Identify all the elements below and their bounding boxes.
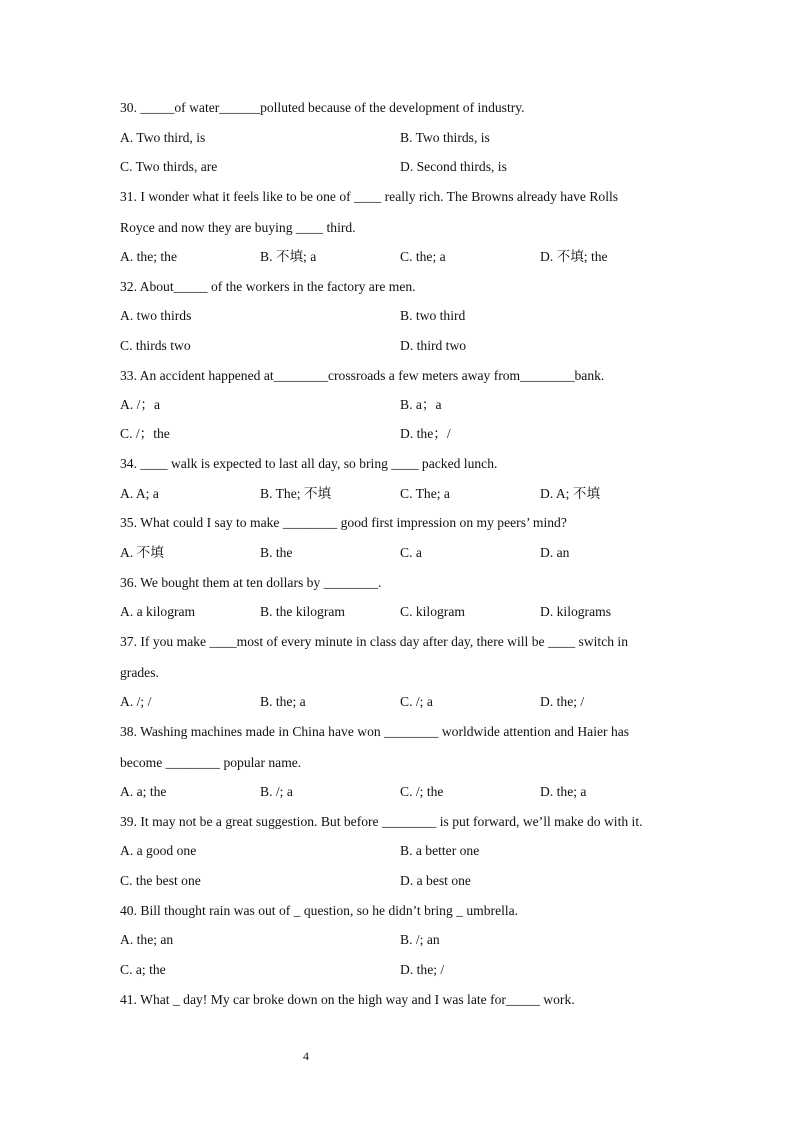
question-40-stem: 40. Bill thought rain was out of _ question, so he didn’t bring _ umbrella.	[120, 903, 519, 918]
option-c: C. The; a	[400, 486, 450, 501]
question-36-options	[120, 603, 680, 621]
option-b: B. a；a	[400, 397, 442, 412]
question-39-stem: 39. It may not be a great suggestion. But before ________ is put forward, we’ll make do with it.	[120, 814, 643, 829]
question-39-options	[120, 842, 680, 860]
option-b: B. Two thirds, is	[400, 130, 490, 145]
question-40-options	[120, 931, 680, 949]
option-a: A. a; the	[120, 784, 167, 799]
question-35-options	[120, 544, 680, 562]
option-b: B. the; a	[260, 694, 306, 709]
option-c: C. the best one	[120, 873, 201, 888]
question-34-options	[120, 485, 680, 503]
option-b: B. /; an	[400, 932, 440, 947]
question-41-stem: 41. What _ day! My car broke down on the high way and I was late for_____ work.	[120, 992, 575, 1007]
option-d: D. the; /	[400, 962, 445, 977]
option-d: D. the; /	[540, 694, 585, 709]
option-b: B. a better one	[400, 843, 480, 858]
option-c: C. Two thirds, are	[120, 159, 218, 174]
question-37-stem: 37. If you make ____most of every minute in class day after day, there will be ____ switch in	[120, 634, 628, 649]
option-a: A. Two third, is	[120, 130, 206, 145]
option-b: B. two third	[400, 308, 466, 323]
option-b: B. The; 不填	[260, 486, 332, 501]
option-a: A. 不填	[120, 545, 164, 560]
question-30-stem: 30. _____of water______polluted because of the development of industry.	[120, 100, 525, 115]
option-b: B. the	[260, 545, 293, 560]
option-d: D. an	[540, 545, 570, 560]
question-32-options	[120, 307, 680, 325]
option-c: C. kilogram	[400, 604, 465, 619]
option-a: A. two thirds	[120, 308, 192, 323]
option-d: D. the；/	[400, 426, 451, 441]
option-d: D. the; a	[540, 784, 587, 799]
question-34-stem: 34. ____ walk is expected to last all day, so bring ____ packed lunch.	[120, 456, 498, 471]
question-31-stem: 31. I wonder what it feels like to be one of ____ really rich. The Browns already have Rolls	[120, 189, 619, 204]
question-36-stem: 36. We bought them at ten dollars by ________.	[120, 575, 382, 590]
option-a: A. A; a	[120, 486, 159, 501]
option-a: A. the; an	[120, 932, 174, 947]
option-c: C. the; a	[400, 249, 446, 264]
question-35-stem: 35. What could I say to make ________ good first impression on my peers’ mind?	[120, 515, 567, 530]
question-37-options	[120, 693, 680, 711]
question-38-stem-cont: become ________ popular name.	[120, 755, 302, 770]
option-a: A. /; /	[120, 694, 152, 709]
question-32-stem: 32. About_____ of the workers in the factory are men.	[120, 279, 416, 294]
option-d: D. Second thirds, is	[400, 159, 507, 174]
option-b: B. the kilogram	[260, 604, 345, 619]
option-a: A. a good one	[120, 843, 197, 858]
question-32-options-row2	[120, 337, 680, 355]
question-30-options	[120, 129, 680, 147]
option-c: C. /；the	[120, 426, 170, 441]
question-31-stem-cont: Royce and now they are buying ____ third.	[120, 220, 356, 235]
question-33-stem: 33. An accident happened at________crossroads a few meters away from________bank.	[120, 368, 605, 383]
option-d: D. a best one	[400, 873, 471, 888]
option-c: C. /; the	[400, 784, 444, 799]
option-b: B. 不填; a	[260, 249, 317, 264]
page-number: 4	[303, 1049, 309, 1063]
option-d: D. 不填; the	[540, 249, 608, 264]
question-31-options	[120, 248, 680, 266]
option-d: D. third two	[400, 338, 467, 353]
option-d: D. kilograms	[540, 604, 611, 619]
question-38-stem: 38. Washing machines made in China have won ________ worldwide attention and Haier has	[120, 724, 630, 739]
question-33-options	[120, 396, 680, 414]
option-a: A. a kilogram	[120, 604, 196, 619]
option-a: A. the; the	[120, 249, 178, 264]
option-c: C. a	[400, 545, 422, 560]
option-a: A. /；a	[120, 397, 161, 412]
question-39-options-row2	[120, 872, 680, 890]
question-38-options	[120, 783, 680, 801]
option-d: D. A; 不填	[540, 486, 601, 501]
question-40-options-row2	[120, 961, 680, 979]
option-c: C. a; the	[120, 962, 166, 977]
question-37-stem-cont: grades.	[120, 665, 159, 680]
option-b: B. /; a	[260, 784, 293, 799]
question-30-options-row2	[120, 158, 680, 176]
option-c: C. /; a	[400, 694, 433, 709]
question-33-options-row2	[120, 425, 680, 443]
option-c: C. thirds two	[120, 338, 191, 353]
